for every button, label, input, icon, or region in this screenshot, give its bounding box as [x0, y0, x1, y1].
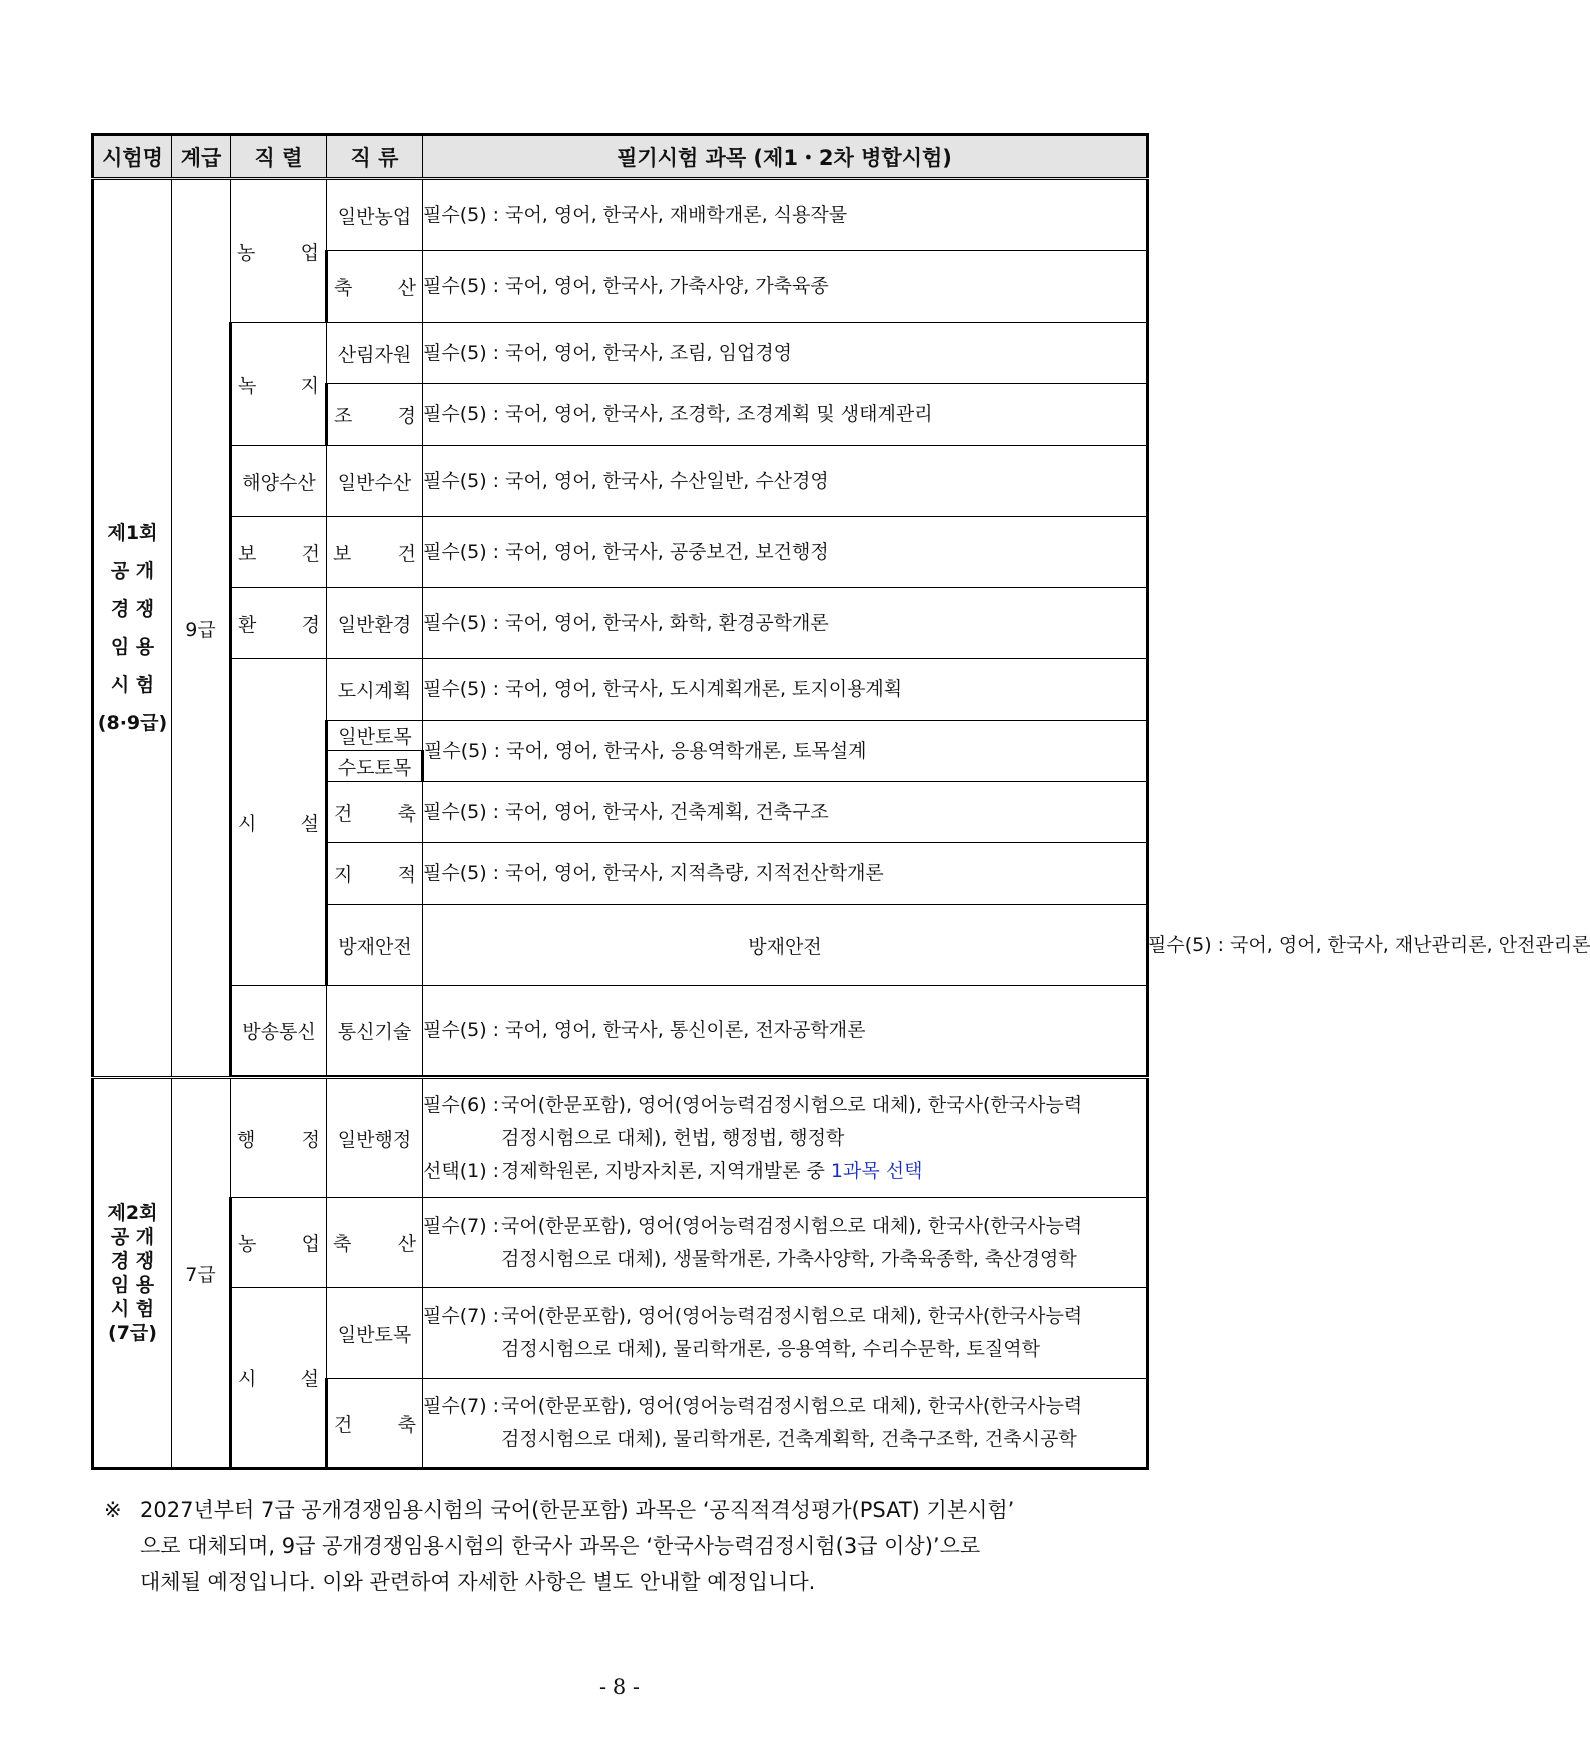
category-forest: 산림자원 [327, 323, 423, 384]
header-series: 직 렬 [231, 135, 327, 179]
series-marine: 해양수산 [231, 446, 327, 517]
table-row: 방재안전 방재안전 필수(5) : 국어, 영어, 한국사, 재난관리론, 안전관리론 [93, 905, 1148, 986]
subjects-cadastre: 필수(5) : 국어, 영어, 한국사, 지적측량, 지적전산학개론 [423, 843, 1148, 905]
category-architecture-7: 건 축 [327, 1379, 423, 1469]
footnote [104, 1492, 1154, 1600]
category-livestock: 축 산 [327, 251, 423, 323]
subjects-landscape: 필수(5) : 국어, 영어, 한국사, 조경학, 조경계획 및 생태계관리 [423, 384, 1148, 446]
subjects-general-agri: 필수(5) : 국어, 영어, 한국사, 재배학개론, 식용작물 [423, 179, 1148, 251]
category-general-admin: 일반행정 [327, 1078, 423, 1198]
series-facility: 시 설 [231, 659, 327, 986]
category-urban: 도시계획 [327, 659, 423, 721]
series-facility-7: 시 설 [231, 1288, 327, 1469]
subjects-architecture: 필수(5) : 국어, 영어, 한국사, 건축계획, 건축구조 [423, 782, 1148, 843]
subjects-architecture-7: 필수(7) : 국어(한문포함), 영어(영어능력검정시험으로 대체), 한국사(한국사능력 검정시험으로 대체), 물리학개론, 건축계획학, 건축구조학, 건축시공학 [423, 1379, 1148, 1469]
subjects-livestock: 필수(5) : 국어, 영어, 한국사, 가축사양, 가축육종 [423, 251, 1148, 323]
subjects-environment: 필수(5) : 국어, 영어, 한국사, 화학, 환경공학개론 [423, 588, 1148, 659]
subjects-health: 필수(5) : 국어, 영어, 한국사, 공중보건, 보건행정 [423, 517, 1148, 588]
table-row [93, 179, 1148, 251]
subjects-civil: 필수(5) : 국어, 영어, 한국사, 응용역학개론, 토목설계 [423, 721, 1148, 782]
table-row [93, 1288, 1148, 1379]
subjects-general-civil-7: 필수(7) : 국어(한문포함), 영어(영어능력검정시험으로 대체), 한국사(한국사능력 검정시험으로 대체), 물리학개론, 응용역학, 수리수문학, 토질역학 [423, 1288, 1148, 1379]
subjects-broadcast: 필수(5) : 국어, 영어, 한국사, 통신이론, 전자공학개론 [423, 986, 1148, 1076]
footnote-line-2: 으로 대체되며, 9급 공개경쟁임용시험의 한국사 과목은 ‘한국사능력검정시험(3급 이상)’으로 [140, 1534, 981, 1558]
exam-subjects-table [91, 133, 1590, 1470]
series-disaster: 방재안전 [327, 905, 423, 986]
header-subjects: 필기시험 과목 (제1・2차 병합시험) [423, 135, 1148, 179]
exam-name-second: 제2회 공 개 경 쟁 임 용 시 험 (7급) [93, 1078, 172, 1469]
category-health: 보 건 [327, 517, 423, 588]
series-admin: 행 정 [231, 1078, 327, 1198]
footnote-mark: ※ [104, 1498, 122, 1522]
category-disaster: 방재안전 [423, 905, 1148, 986]
series-agri-7: 농 업 [231, 1198, 327, 1288]
series-environment: 환 경 [231, 588, 327, 659]
footnote-line-1: 2027년부터 7급 공개경쟁임용시험의 국어(한문포함) 과목은 ‘공직적격성평가(PSAT) 기본시험’ [140, 1498, 1015, 1522]
header-grade: 계급 [172, 135, 231, 179]
category-general-civil-7: 일반토목 [327, 1288, 423, 1379]
footnote-line-3: 대체될 예정입니다. 이와 관련하여 자세한 사항은 별도 안내할 예정입니다. [140, 1570, 816, 1594]
subjects-livestock-7: 필수(7) : 국어(한문포함), 영어(영어능력검정시험으로 대체), 한국사(한국사능력 검정시험으로 대체), 생물학개론, 가축사양학, 가축육종학, 축산경영학 [423, 1198, 1148, 1288]
table-row [93, 1198, 1148, 1288]
subjects-marine: 필수(5) : 국어, 영어, 한국사, 수산일반, 수산경영 [423, 446, 1148, 517]
category-architecture: 건 축 [327, 782, 423, 843]
header-exam: 시험명 [93, 135, 172, 179]
category-cadastre: 지 적 [327, 843, 423, 905]
subjects-forest: 필수(5) : 국어, 영어, 한국사, 조림, 임업경영 [423, 323, 1148, 384]
table-row [93, 1078, 1148, 1198]
header-category: 직 류 [327, 135, 423, 179]
exam-name-first: 제1회 공 개 경 쟁 임 용 시 험 (8·9급) [93, 179, 172, 1078]
category-livestock-7: 축 산 [327, 1198, 423, 1288]
grade-9: 9급 [172, 179, 231, 1078]
category-water-civil: 수도토목 [327, 751, 423, 782]
table-row [93, 986, 1148, 1076]
subjects-urban: 필수(5) : 국어, 영어, 한국사, 도시계획개론, 토지이용계획 [423, 659, 1148, 721]
category-landscape: 조 경 [327, 384, 423, 446]
category-environment: 일반환경 [327, 588, 423, 659]
series-broadcast: 방송통신 [231, 986, 327, 1076]
category-broadcast: 통신기술 [327, 986, 423, 1076]
table-row [93, 517, 1148, 588]
grade-7: 7급 [172, 1078, 231, 1469]
table-row [93, 588, 1148, 659]
selection-highlight: 1과목 선택 [830, 1159, 923, 1182]
table-row [93, 446, 1148, 517]
page-number: - 8 - [599, 1675, 640, 1699]
table-header-row [93, 135, 1148, 179]
category-marine: 일반수산 [327, 446, 423, 517]
series-green: 녹 지 [231, 323, 327, 446]
series-health: 보 건 [231, 517, 327, 588]
category-general-civil: 일반토목 [327, 721, 423, 751]
category-general-agri: 일반농업 [327, 179, 423, 251]
series-agri: 농 업 [231, 179, 327, 323]
table-row [93, 659, 1148, 721]
table-row [93, 323, 1148, 384]
subjects-general-admin: 필수(6) : 국어(한문포함), 영어(영어능력검정시험으로 대체), 한국사(한국사능력 검정시험으로 대체), 헌법, 행정법, 행정학 선택(1) : 경제학원론, 지방자치론, 지역개발론 중 1과목 선택 [423, 1078, 1148, 1198]
